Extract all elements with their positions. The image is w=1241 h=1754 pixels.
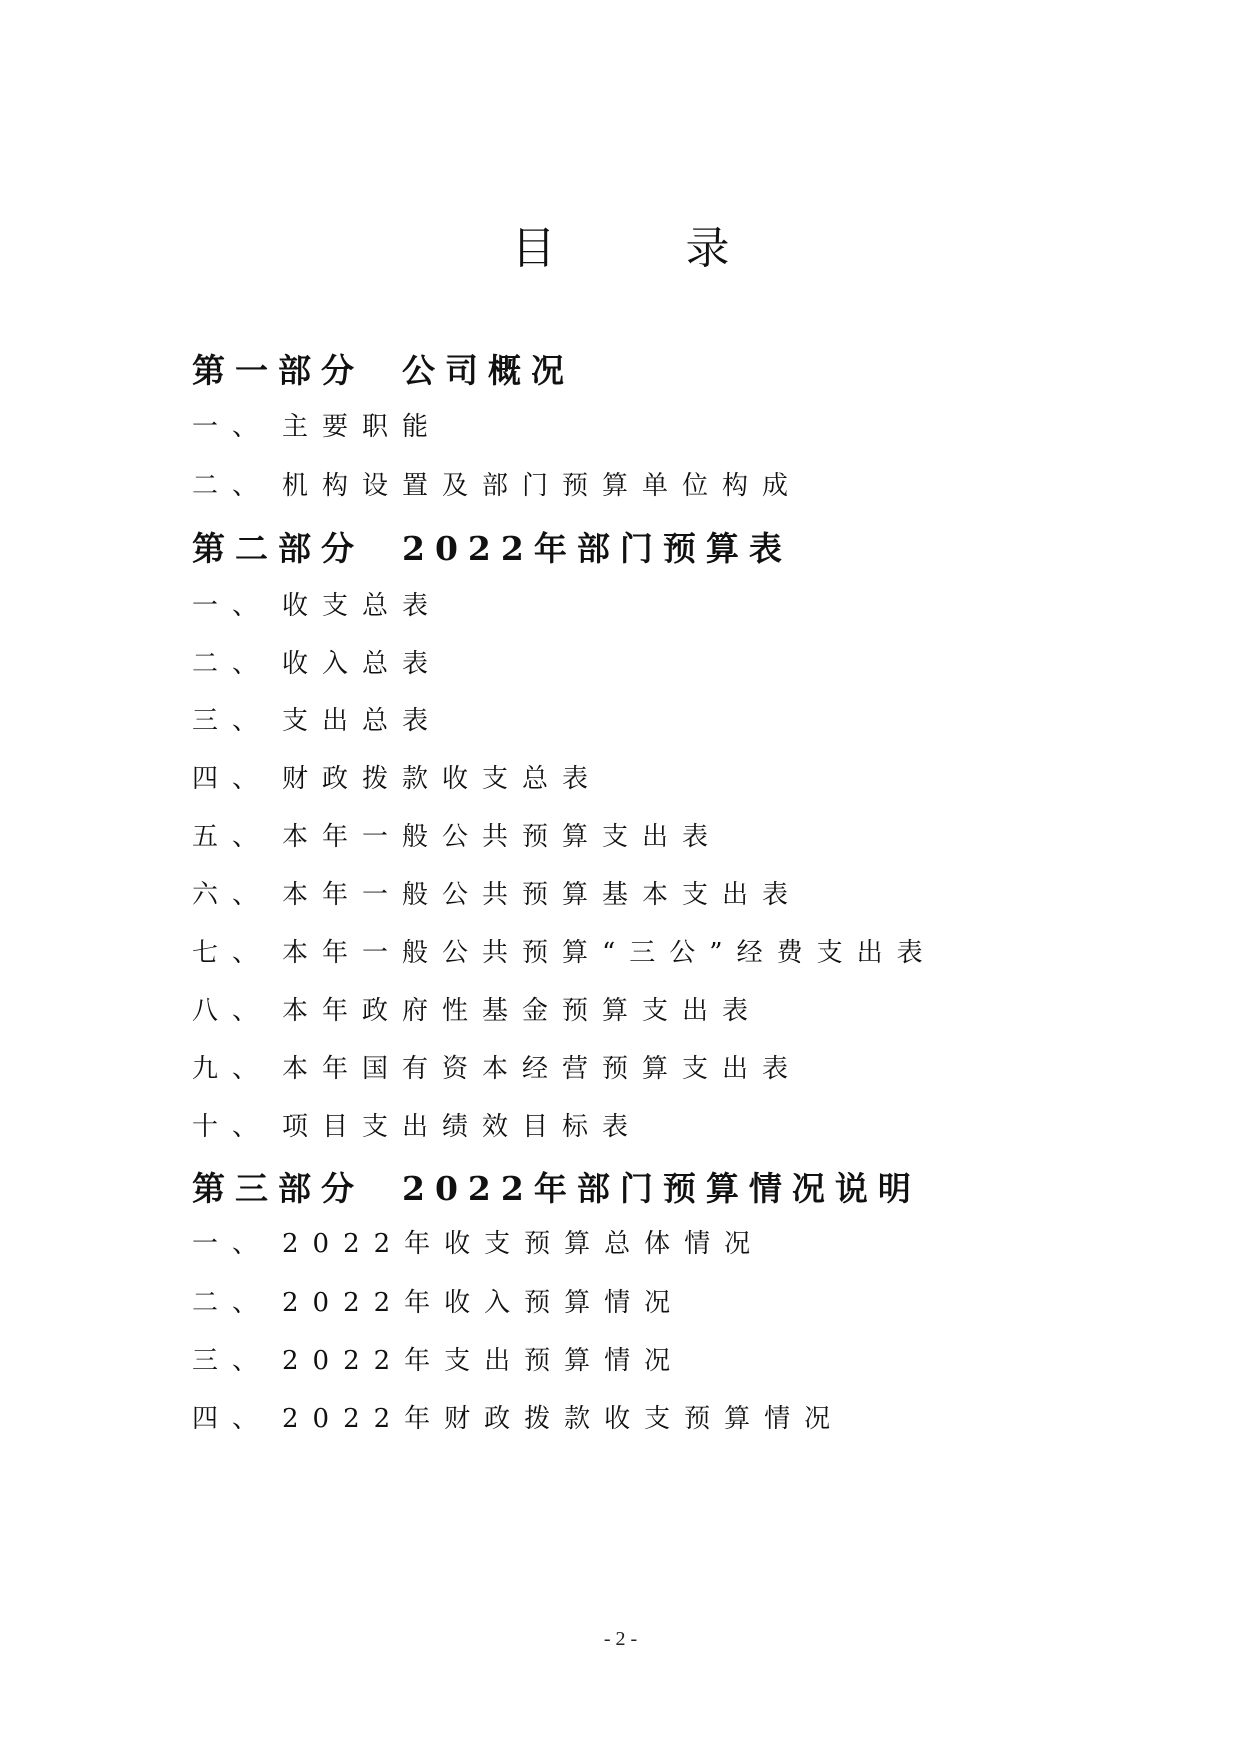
part-name: 2022年部门预算表 <box>402 529 792 568</box>
item-number: 二、 <box>192 649 273 679</box>
toc-title: 目录 <box>511 223 860 274</box>
item-number: 三、 <box>192 706 273 736</box>
item-text: 2022年收支预算总体情况 <box>282 1229 765 1259</box>
toc-item[interactable] <box>192 643 442 680</box>
item-number: 八、 <box>192 996 273 1026</box>
item-text: 收入总表 <box>282 649 443 679</box>
toc-item[interactable] <box>192 1398 844 1435</box>
item-number: 七、 <box>192 938 273 968</box>
item-number: 一、 <box>192 591 273 621</box>
item-number: 十、 <box>192 1112 273 1142</box>
toc-item[interactable] <box>192 816 722 853</box>
item-number: 九、 <box>192 1054 273 1084</box>
item-number: 三、 <box>192 1346 273 1376</box>
item-text: 机构设置及部门预算单位构成 <box>282 471 803 501</box>
item-text: 本年政府性基金预算支出表 <box>282 996 763 1026</box>
item-number: 二、 <box>192 1288 273 1318</box>
item-text: 2022年收入预算情况 <box>282 1288 685 1318</box>
item-text: 财政拨款收支总表 <box>282 764 603 794</box>
toc-part-2[interactable] <box>192 523 792 570</box>
toc-item[interactable] <box>192 990 762 1027</box>
toc-item[interactable] <box>192 874 802 911</box>
toc-item[interactable] <box>192 700 442 737</box>
toc-part-1[interactable] <box>192 345 574 392</box>
part-name: 公司概况 <box>402 351 574 390</box>
toc-item[interactable] <box>192 1340 684 1377</box>
toc-item[interactable] <box>192 758 602 795</box>
item-text: 本年一般公共预算支出表 <box>282 822 723 852</box>
item-number: 一、 <box>192 412 273 442</box>
part-label: 第二部分 <box>192 529 364 568</box>
item-text: 项目支出绩效目标表 <box>282 1112 643 1142</box>
item-text: 本年一般公共预算“三公”经费支出表 <box>282 938 937 968</box>
item-text: 2022年财政拨款收支预算情况 <box>282 1404 845 1434</box>
toc-item[interactable] <box>192 465 802 502</box>
part-name: 2022年部门预算情况说明 <box>402 1169 921 1208</box>
toc-item[interactable] <box>192 406 442 443</box>
toc-item[interactable] <box>192 1048 802 1085</box>
item-text: 收支总表 <box>282 591 443 621</box>
toc-item[interactable] <box>192 932 937 969</box>
part-label: 第一部分 <box>192 351 364 390</box>
item-text: 本年国有资本经营预算支出表 <box>282 1054 803 1084</box>
item-number: 五、 <box>192 822 273 852</box>
page-number: - 2 - <box>603 1628 638 1650</box>
item-number: 四、 <box>192 764 273 794</box>
toc-item[interactable] <box>192 585 442 622</box>
item-number: 四、 <box>192 1404 273 1434</box>
item-text: 2022年支出预算情况 <box>282 1346 685 1376</box>
item-text: 支出总表 <box>282 706 443 736</box>
item-text: 本年一般公共预算基本支出表 <box>282 880 803 910</box>
item-number: 六、 <box>192 880 273 910</box>
toc-item[interactable] <box>192 1106 642 1143</box>
toc-item[interactable] <box>192 1282 684 1319</box>
toc-item[interactable] <box>192 1223 764 1260</box>
item-number: 一、 <box>192 1229 273 1259</box>
item-number: 二、 <box>192 471 273 501</box>
toc-part-3[interactable] <box>192 1163 921 1210</box>
part-label: 第三部分 <box>192 1169 364 1208</box>
item-text: 主要职能 <box>282 412 443 442</box>
